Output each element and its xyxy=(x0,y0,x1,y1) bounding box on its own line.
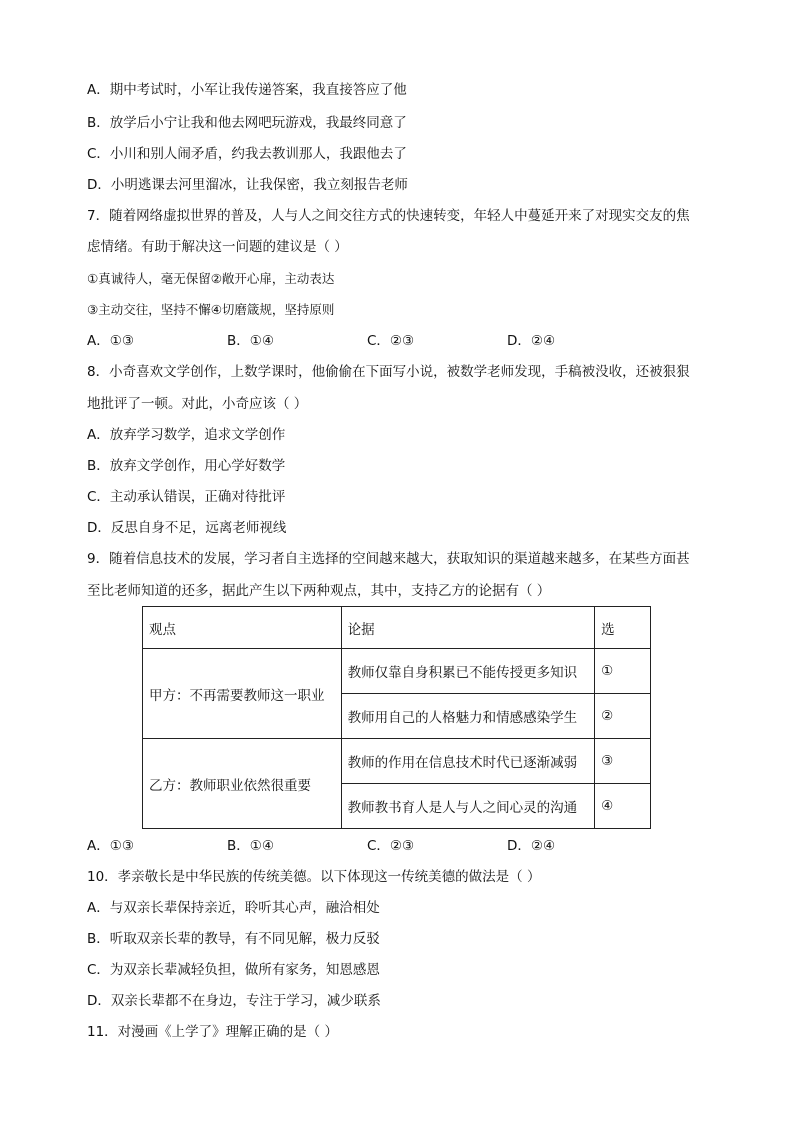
q9-stem-line1: 9．随着信息技术的发展，学习者自主选择的空间越来越大，获取知识的渠道越来越多，在某些方面甚 xyxy=(87,551,690,567)
q8-stem-line2: 地批评了一顿。对此，小奇应该（ ） xyxy=(87,396,308,412)
q6-option-b: B．放学后小宁让我和他去网吧玩游戏，我最终同意了 xyxy=(87,115,407,131)
mark-cell: ② xyxy=(595,694,651,739)
q8-option-a: A．放弃学习数学，追求文学创作 xyxy=(87,427,286,443)
table-header-row xyxy=(143,607,651,649)
q10-option-c: C．为双亲长辈减轻负担，做所有家务，知恩感恩 xyxy=(87,962,380,978)
q7-stem-line2: 虑情绪。有助于解决这一问题的建议是（ ） xyxy=(87,239,348,255)
q9-options xyxy=(87,836,587,856)
header-viewpoint: 观点 xyxy=(143,607,342,649)
q9-option-a: A．①③ xyxy=(87,838,134,854)
evidence-cell: 教师用自己的人格魅力和情感感染学生 xyxy=(341,694,595,739)
q10-option-b: B．听取双亲长辈的教导，有不同见解，极力反驳 xyxy=(87,931,380,947)
q7-option-d: D．②④ xyxy=(507,333,556,349)
mark-cell: ④ xyxy=(595,784,651,829)
q7-options xyxy=(87,331,587,351)
q9-option-b: B．①④ xyxy=(227,838,274,854)
side-a-cell: 甲方：不再需要教师这一职业 xyxy=(143,649,342,739)
q7-stem-line1: 7．随着网络虚拟世界的普及，人与人之间交往方式的快速转变，年轻人中蔓延开来了对现实交友的焦 xyxy=(87,208,690,224)
mark-cell: ③ xyxy=(595,739,651,784)
q7-statements-line1: ①真诚待人，毫无保留②敞开心扉，主动表达 xyxy=(87,271,335,286)
evidence-cell: 教师仅靠自身积累已不能传授更多知识 xyxy=(341,649,595,694)
q10-option-d: D．双亲长辈都不在身边，专注于学习，减少联系 xyxy=(87,993,381,1009)
side-b-cell: 乙方：教师职业依然很重要 xyxy=(143,739,342,829)
mark-cell: ① xyxy=(595,649,651,694)
q9-option-c: C．②③ xyxy=(367,838,415,854)
q6-option-c: C．小川和别人闹矛盾，约我去教训那人，我跟他去了 xyxy=(87,146,407,162)
q9-stem-line2: 至比老师知道的还多，据此产生以下两种观点，其中，支持乙方的论据有（ ） xyxy=(87,583,551,599)
table-row xyxy=(143,649,651,694)
q8-stem-line1: 8．小奇喜欢文学创作，上数学课时，他偷偷在下面写小说，被数学老师发现，手稿被没收，还被狠狠 xyxy=(87,364,690,380)
q6-option-d: D．小明逃课去河里溜冰，让我保密，我立刻报告老师 xyxy=(87,177,408,193)
q7-option-c: C．②③ xyxy=(367,333,415,349)
evidence-cell: 教师的作用在信息技术时代已逐渐减弱 xyxy=(341,739,595,784)
table-row xyxy=(143,739,651,784)
q10-stem: 10．孝亲敬长是中华民族的传统美德。以下体现这一传统美德的做法是（ ） xyxy=(87,869,541,885)
q11-stem: 11．对漫画《上学了》理解正确的是（ ） xyxy=(87,1024,338,1040)
q7-option-a: A．①③ xyxy=(87,333,134,349)
q7-option-b: B．①④ xyxy=(227,333,274,349)
header-evidence: 论据 xyxy=(341,607,595,649)
q8-option-c: C．主动承认错误，正确对待批评 xyxy=(87,489,286,505)
q8-option-b: B．放弃文学创作，用心学好数学 xyxy=(87,458,286,474)
q7-statements-line2: ③主动交往，坚持不懈④切磨箴规，坚持原则 xyxy=(87,302,335,317)
evidence-cell: 教师教书育人是人与人之间心灵的沟通 xyxy=(341,784,595,829)
q9-option-d: D．②④ xyxy=(507,838,556,854)
q10-option-a: A．与双亲长辈保持亲近，聆听其心声，融洽相处 xyxy=(87,900,380,916)
q9-table xyxy=(142,606,651,829)
q8-option-d: D．反思自身不足，远离老师视线 xyxy=(87,520,287,536)
header-select: 选 xyxy=(595,607,651,649)
q6-option-a: A．期中考试时，小军让我传递答案，我直接答应了他 xyxy=(87,82,407,98)
